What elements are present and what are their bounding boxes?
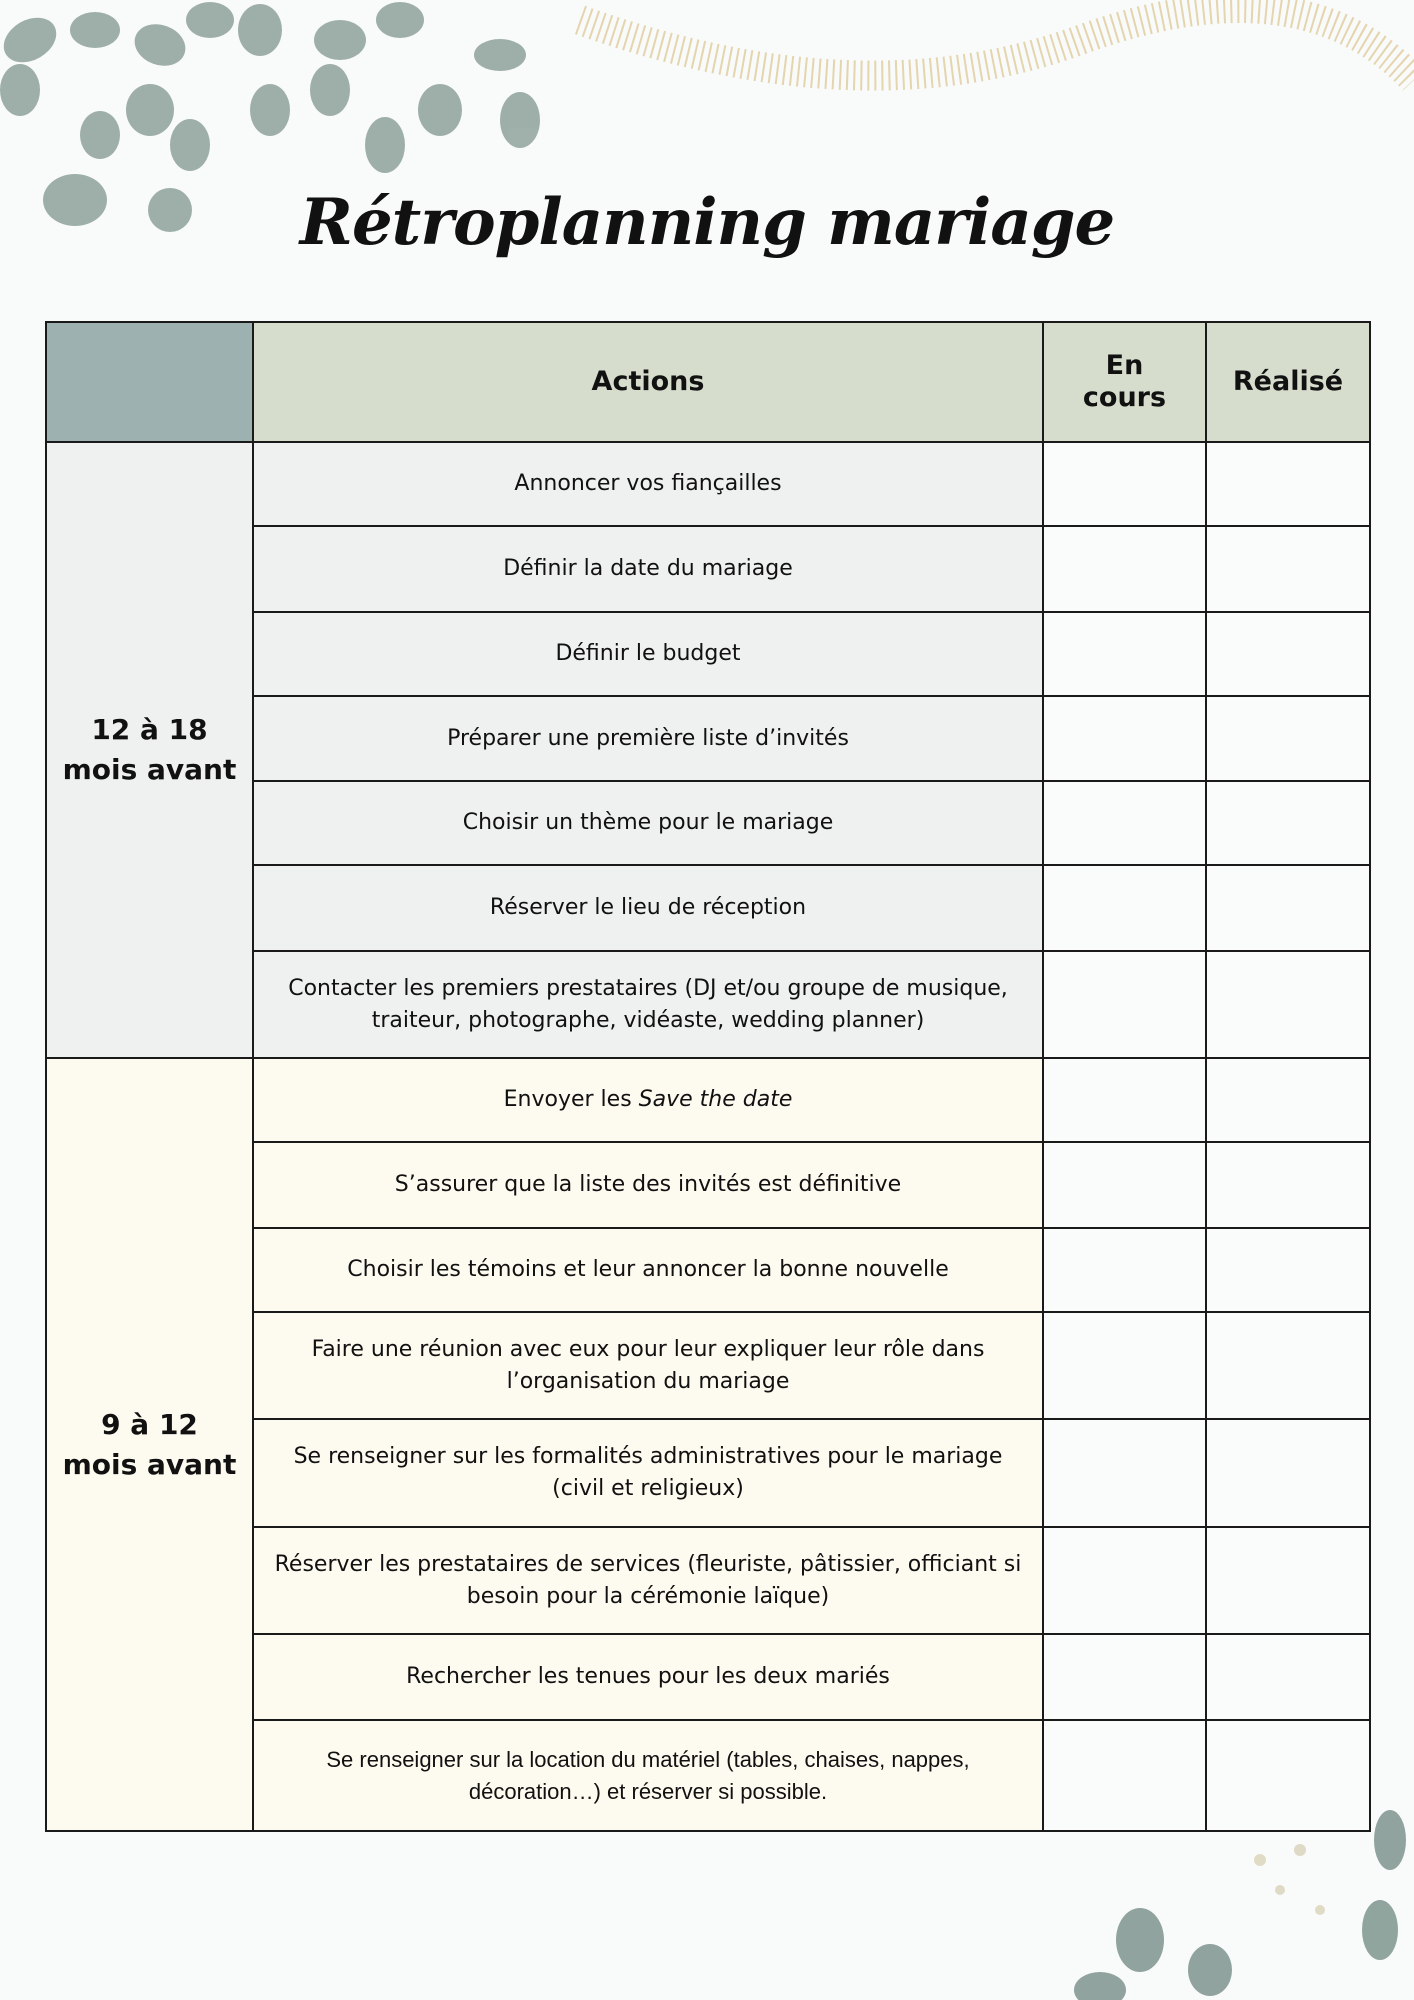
action-cell: [253, 1058, 1043, 1142]
action-text-italic: Save the date: [638, 1087, 793, 1112]
in-progress-checkbox-cell[interactable]: [1043, 1634, 1206, 1720]
action-cell: Choisir un thème pour le mariage: [253, 781, 1043, 865]
in-progress-checkbox-cell[interactable]: [1043, 526, 1206, 612]
page-title: Rétroplanning mariage: [299, 185, 1115, 260]
in-progress-checkbox-cell[interactable]: [1043, 865, 1206, 951]
action-cell: Réserver le lieu de réception: [253, 865, 1043, 951]
action-text: Envoyer les: [503, 1087, 639, 1112]
action-cell: Contacter les premiers prestataires (DJ et/ou groupe de musique, traiteur, photographe, vidéaste, wedding planner): [253, 951, 1043, 1058]
done-checkbox-cell[interactable]: [1206, 1720, 1370, 1831]
action-cell: Choisir les témoins et leur annoncer la bonne nouvelle: [253, 1228, 1043, 1312]
table-row: [46, 442, 1370, 526]
done-checkbox-cell[interactable]: [1206, 951, 1370, 1058]
action-cell: Réserver les prestataires de services (fleuriste, pâtissier, officiant si besoin pour la cérémonie laïque): [253, 1527, 1043, 1634]
table-row: [46, 1058, 1370, 1142]
in-progress-checkbox-cell[interactable]: [1043, 781, 1206, 865]
in-progress-checkbox-cell[interactable]: [1043, 1419, 1206, 1527]
action-cell: Préparer une première liste d’invités: [253, 696, 1043, 781]
action-cell: Se renseigner sur la location du matériel (tables, chaises, nappes, décoration…) et réserver si possible.: [253, 1720, 1043, 1831]
action-cell: Se renseigner sur les formalités administratives pour le mariage (civil et religieux): [253, 1419, 1043, 1527]
done-checkbox-cell[interactable]: [1206, 1527, 1370, 1634]
done-checkbox-cell[interactable]: [1206, 1419, 1370, 1527]
done-checkbox-cell[interactable]: [1206, 1312, 1370, 1419]
done-checkbox-cell[interactable]: [1206, 865, 1370, 951]
header-in-progress: En cours: [1043, 322, 1206, 442]
done-checkbox-cell[interactable]: [1206, 696, 1370, 781]
in-progress-checkbox-cell[interactable]: [1043, 951, 1206, 1058]
done-checkbox-cell[interactable]: [1206, 1634, 1370, 1720]
in-progress-checkbox-cell[interactable]: [1043, 612, 1206, 696]
action-cell: Annoncer vos fiançailles: [253, 442, 1043, 526]
section-label: 12 à 18 mois avant: [46, 442, 253, 1058]
table-header-row: [46, 322, 1370, 442]
retroplanning-table: [45, 321, 1371, 1832]
done-checkbox-cell[interactable]: [1206, 1058, 1370, 1142]
action-cell: S’assurer que la liste des invités est définitive: [253, 1142, 1043, 1228]
done-checkbox-cell[interactable]: [1206, 612, 1370, 696]
in-progress-checkbox-cell[interactable]: [1043, 1312, 1206, 1419]
in-progress-checkbox-cell[interactable]: [1043, 442, 1206, 526]
done-checkbox-cell[interactable]: [1206, 781, 1370, 865]
section-label: 9 à 12 mois avant: [46, 1058, 253, 1831]
in-progress-checkbox-cell[interactable]: [1043, 1228, 1206, 1312]
action-cell: Définir la date du mariage: [253, 526, 1043, 612]
done-checkbox-cell[interactable]: [1206, 1228, 1370, 1312]
in-progress-checkbox-cell[interactable]: [1043, 1142, 1206, 1228]
in-progress-checkbox-cell[interactable]: [1043, 1720, 1206, 1831]
action-cell: Faire une réunion avec eux pour leur expliquer leur rôle dans l’organisation du mariage: [253, 1312, 1043, 1419]
done-checkbox-cell[interactable]: [1206, 526, 1370, 612]
action-cell: Rechercher les tenues pour les deux mariés: [253, 1634, 1043, 1720]
done-checkbox-cell[interactable]: [1206, 1142, 1370, 1228]
action-cell: Définir le budget: [253, 612, 1043, 696]
header-done: Réalisé: [1206, 322, 1370, 442]
header-actions: Actions: [253, 322, 1043, 442]
done-checkbox-cell[interactable]: [1206, 442, 1370, 526]
in-progress-checkbox-cell[interactable]: [1043, 696, 1206, 781]
gold-glitter-wave-decoration: [560, 0, 1414, 140]
corner-cell: [46, 322, 253, 442]
in-progress-checkbox-cell[interactable]: [1043, 1527, 1206, 1634]
in-progress-checkbox-cell[interactable]: [1043, 1058, 1206, 1142]
